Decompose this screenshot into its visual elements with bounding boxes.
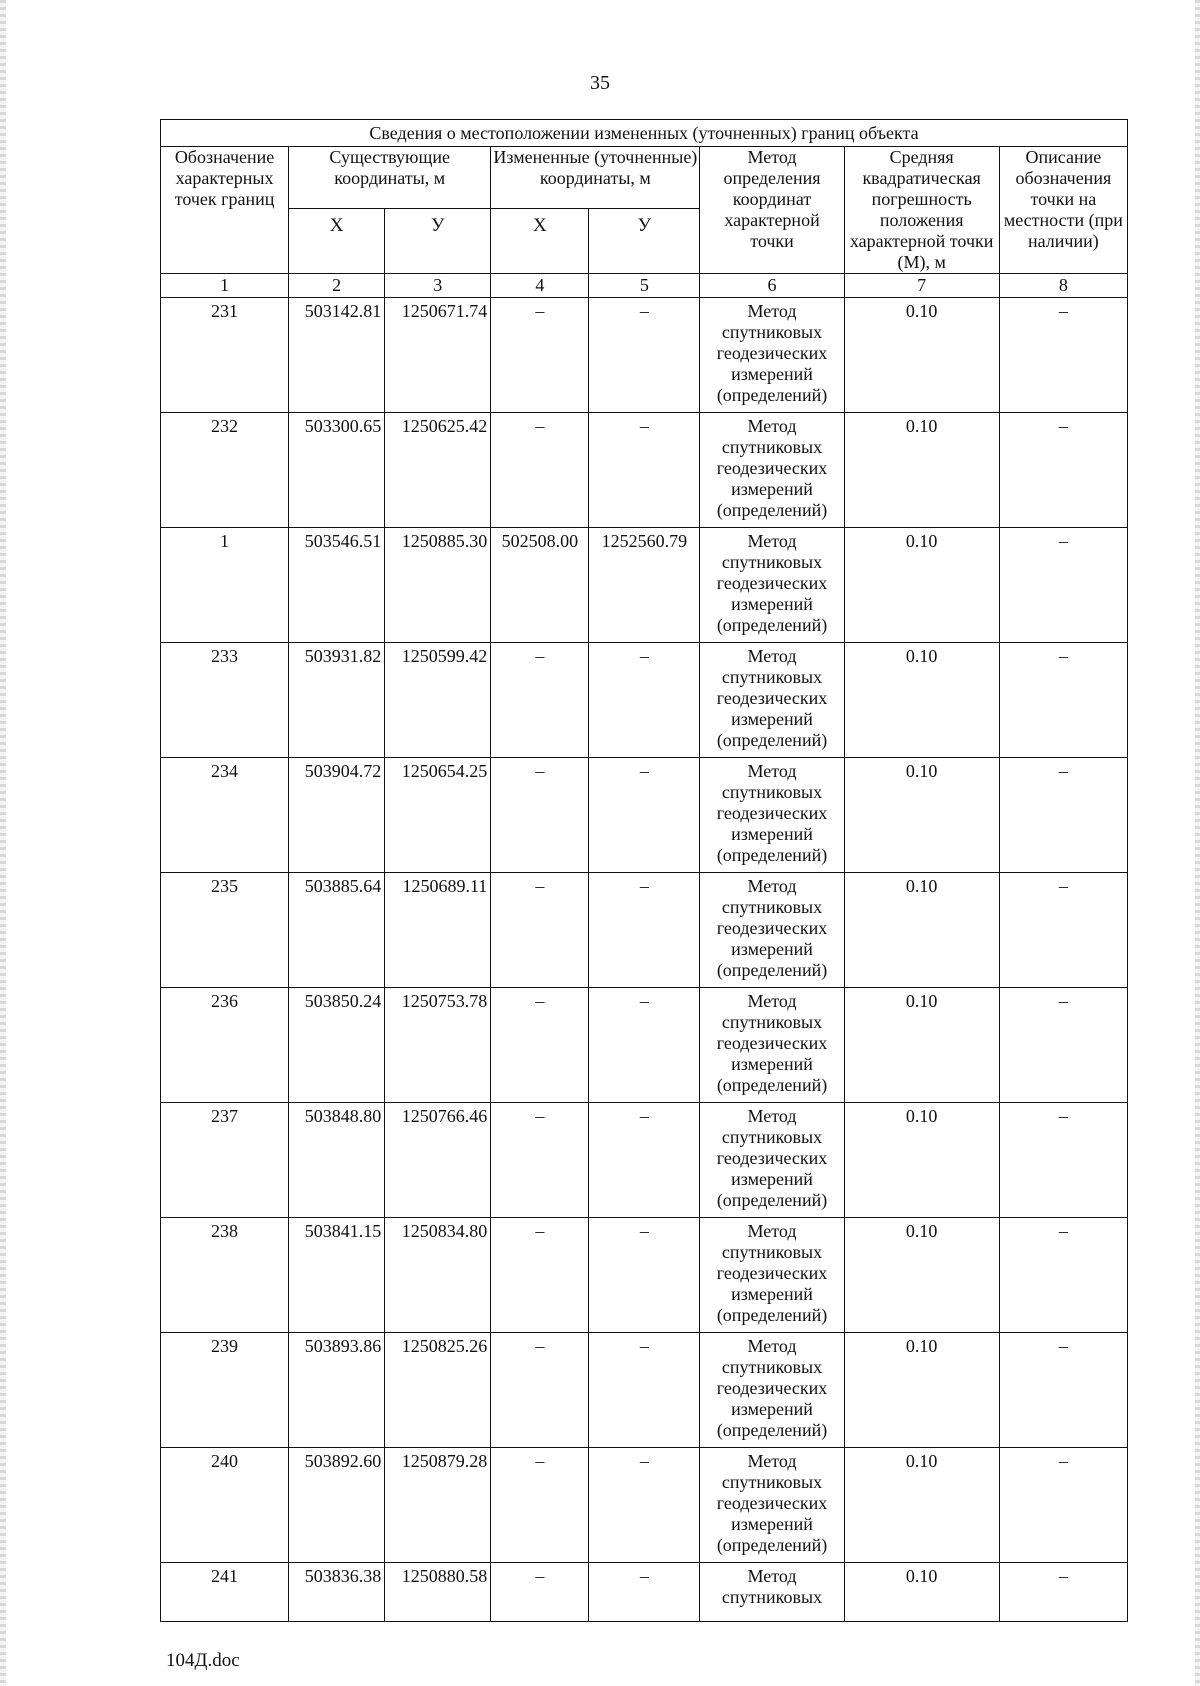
description: –: [999, 1333, 1127, 1448]
existing-x: 503885.64: [289, 873, 385, 988]
description: –: [999, 1218, 1127, 1333]
existing-y: 1250689.11: [385, 873, 491, 988]
header-changed-y: У: [589, 209, 700, 274]
column-number: 1: [161, 274, 289, 298]
existing-y: 1250753.78: [385, 988, 491, 1103]
existing-x: 503142.81: [289, 298, 385, 413]
method: Метод спутниковых геодезических измерений (определений): [700, 758, 844, 873]
method: Метод спутниковых геодезических измерений (определений): [700, 1448, 844, 1563]
existing-x: 503931.82: [289, 643, 385, 758]
changed-y: –: [589, 413, 700, 528]
existing-x: 503841.15: [289, 1218, 385, 1333]
point-id: 241: [161, 1563, 289, 1622]
header-mean-error: Средняя квадратическая погрешность положения характерной точки (М), м: [844, 147, 999, 274]
changed-y: –: [589, 1448, 700, 1563]
changed-x: 502508.00: [491, 528, 589, 643]
table-row: [161, 873, 1128, 988]
page-number: 35: [590, 72, 610, 94]
mean-error: 0.10: [844, 1563, 999, 1622]
existing-y: 1250654.25: [385, 758, 491, 873]
column-number: 3: [385, 274, 491, 298]
mean-error: 0.10: [844, 298, 999, 413]
changed-x: –: [491, 413, 589, 528]
method: Метод спутниковых геодезических измерений (определений): [700, 1103, 844, 1218]
description: –: [999, 988, 1127, 1103]
existing-y: 1250880.58: [385, 1563, 491, 1622]
column-number: 6: [700, 274, 844, 298]
changed-y: –: [589, 1333, 700, 1448]
coordinates-table: [160, 119, 1128, 1622]
changed-x: –: [491, 1218, 589, 1333]
changed-x: –: [491, 1563, 589, 1622]
table-row: [161, 1448, 1128, 1563]
method: Метод спутниковых геодезических измерений (определений): [700, 413, 844, 528]
description: –: [999, 528, 1127, 643]
description: –: [999, 1448, 1127, 1563]
point-id: 233: [161, 643, 289, 758]
changed-y: –: [589, 758, 700, 873]
description: –: [999, 758, 1127, 873]
table-row: [161, 1563, 1128, 1622]
existing-x: 503848.80: [289, 1103, 385, 1218]
changed-x: –: [491, 298, 589, 413]
mean-error: 0.10: [844, 1448, 999, 1563]
point-id: 240: [161, 1448, 289, 1563]
table-row: [161, 298, 1128, 413]
table-row: [161, 1333, 1128, 1448]
changed-x: –: [491, 873, 589, 988]
description: –: [999, 298, 1127, 413]
footer-filename: 104Д.doc: [166, 1650, 240, 1671]
column-number-row: [161, 274, 1128, 298]
description: –: [999, 413, 1127, 528]
table-row: [161, 528, 1128, 643]
changed-x: –: [491, 988, 589, 1103]
description: –: [999, 1563, 1127, 1622]
table-row: [161, 1218, 1128, 1333]
description: –: [999, 1103, 1127, 1218]
mean-error: 0.10: [844, 1218, 999, 1333]
mean-error: 0.10: [844, 988, 999, 1103]
column-number: 5: [589, 274, 700, 298]
column-number: 2: [289, 274, 385, 298]
header-description: Описание обозначения точки на местности (при наличии): [999, 147, 1127, 274]
changed-y: –: [589, 873, 700, 988]
header-method: Метод определения координат характерной точки: [700, 147, 844, 274]
existing-y: 1250599.42: [385, 643, 491, 758]
mean-error: 0.10: [844, 1333, 999, 1448]
changed-y: –: [589, 298, 700, 413]
changed-x: –: [491, 643, 589, 758]
description: –: [999, 873, 1127, 988]
column-number: 8: [999, 274, 1127, 298]
table-row: [161, 1103, 1128, 1218]
table-title: Сведения о местоположении измененных (уточненных) границ объекта: [161, 120, 1128, 147]
header-existing-x: Х: [289, 209, 385, 274]
method: Метод спутниковых: [700, 1563, 844, 1622]
mean-error: 0.10: [844, 528, 999, 643]
existing-y: 1250766.46: [385, 1103, 491, 1218]
changed-x: –: [491, 1103, 589, 1218]
header-changed-x: Х: [491, 209, 589, 274]
description: –: [999, 643, 1127, 758]
existing-y: 1250671.74: [385, 298, 491, 413]
table-row: [161, 413, 1128, 528]
existing-y: 1250825.26: [385, 1333, 491, 1448]
scan-edge-left: [0, 0, 6, 1686]
mean-error: 0.10: [844, 413, 999, 528]
changed-y: –: [589, 1563, 700, 1622]
existing-y: 1250834.80: [385, 1218, 491, 1333]
header-point-designation: Обозначение характерных точек границ: [161, 147, 289, 274]
existing-y: 1250879.28: [385, 1448, 491, 1563]
table-row: [161, 643, 1128, 758]
changed-x: –: [491, 758, 589, 873]
existing-y: 1250625.42: [385, 413, 491, 528]
method: Метод спутниковых геодезических измерений (определений): [700, 643, 844, 758]
changed-y: –: [589, 643, 700, 758]
point-id: 235: [161, 873, 289, 988]
changed-y: –: [589, 988, 700, 1103]
method: Метод спутниковых геодезических измерений (определений): [700, 1333, 844, 1448]
point-id: 232: [161, 413, 289, 528]
mean-error: 0.10: [844, 873, 999, 988]
method: Метод спутниковых геодезических измерений (определений): [700, 988, 844, 1103]
method: Метод спутниковых геодезических измерений (определений): [700, 528, 844, 643]
changed-y: –: [589, 1218, 700, 1333]
point-id: 236: [161, 988, 289, 1103]
column-number: 4: [491, 274, 589, 298]
column-number: 7: [844, 274, 999, 298]
mean-error: 0.10: [844, 1103, 999, 1218]
point-id: 234: [161, 758, 289, 873]
header-changed-coordinates: Измененные (уточненные) координаты, м: [491, 147, 700, 209]
table-row: [161, 988, 1128, 1103]
method: Метод спутниковых геодезических измерений (определений): [700, 1218, 844, 1333]
point-id: 231: [161, 298, 289, 413]
changed-y: 1252560.79: [589, 528, 700, 643]
header-existing-y: У: [385, 209, 491, 274]
existing-x: 503893.86: [289, 1333, 385, 1448]
existing-x: 503892.60: [289, 1448, 385, 1563]
existing-x: 503904.72: [289, 758, 385, 873]
existing-y: 1250885.30: [385, 528, 491, 643]
existing-x: 503546.51: [289, 528, 385, 643]
method: Метод спутниковых геодезических измерений (определений): [700, 873, 844, 988]
existing-x: 503850.24: [289, 988, 385, 1103]
changed-x: –: [491, 1333, 589, 1448]
method: Метод спутниковых геодезических измерений (определений): [700, 298, 844, 413]
changed-x: –: [491, 1448, 589, 1563]
point-id: 1: [161, 528, 289, 643]
header-existing-coordinates: Существующие координаты, м: [289, 147, 491, 209]
point-id: 239: [161, 1333, 289, 1448]
changed-y: –: [589, 1103, 700, 1218]
table-row: [161, 758, 1128, 873]
mean-error: 0.10: [844, 758, 999, 873]
mean-error: 0.10: [844, 643, 999, 758]
point-id: 237: [161, 1103, 289, 1218]
scan-edge-right: [1195, 0, 1200, 1686]
existing-x: 503300.65: [289, 413, 385, 528]
point-id: 238: [161, 1218, 289, 1333]
existing-x: 503836.38: [289, 1563, 385, 1622]
